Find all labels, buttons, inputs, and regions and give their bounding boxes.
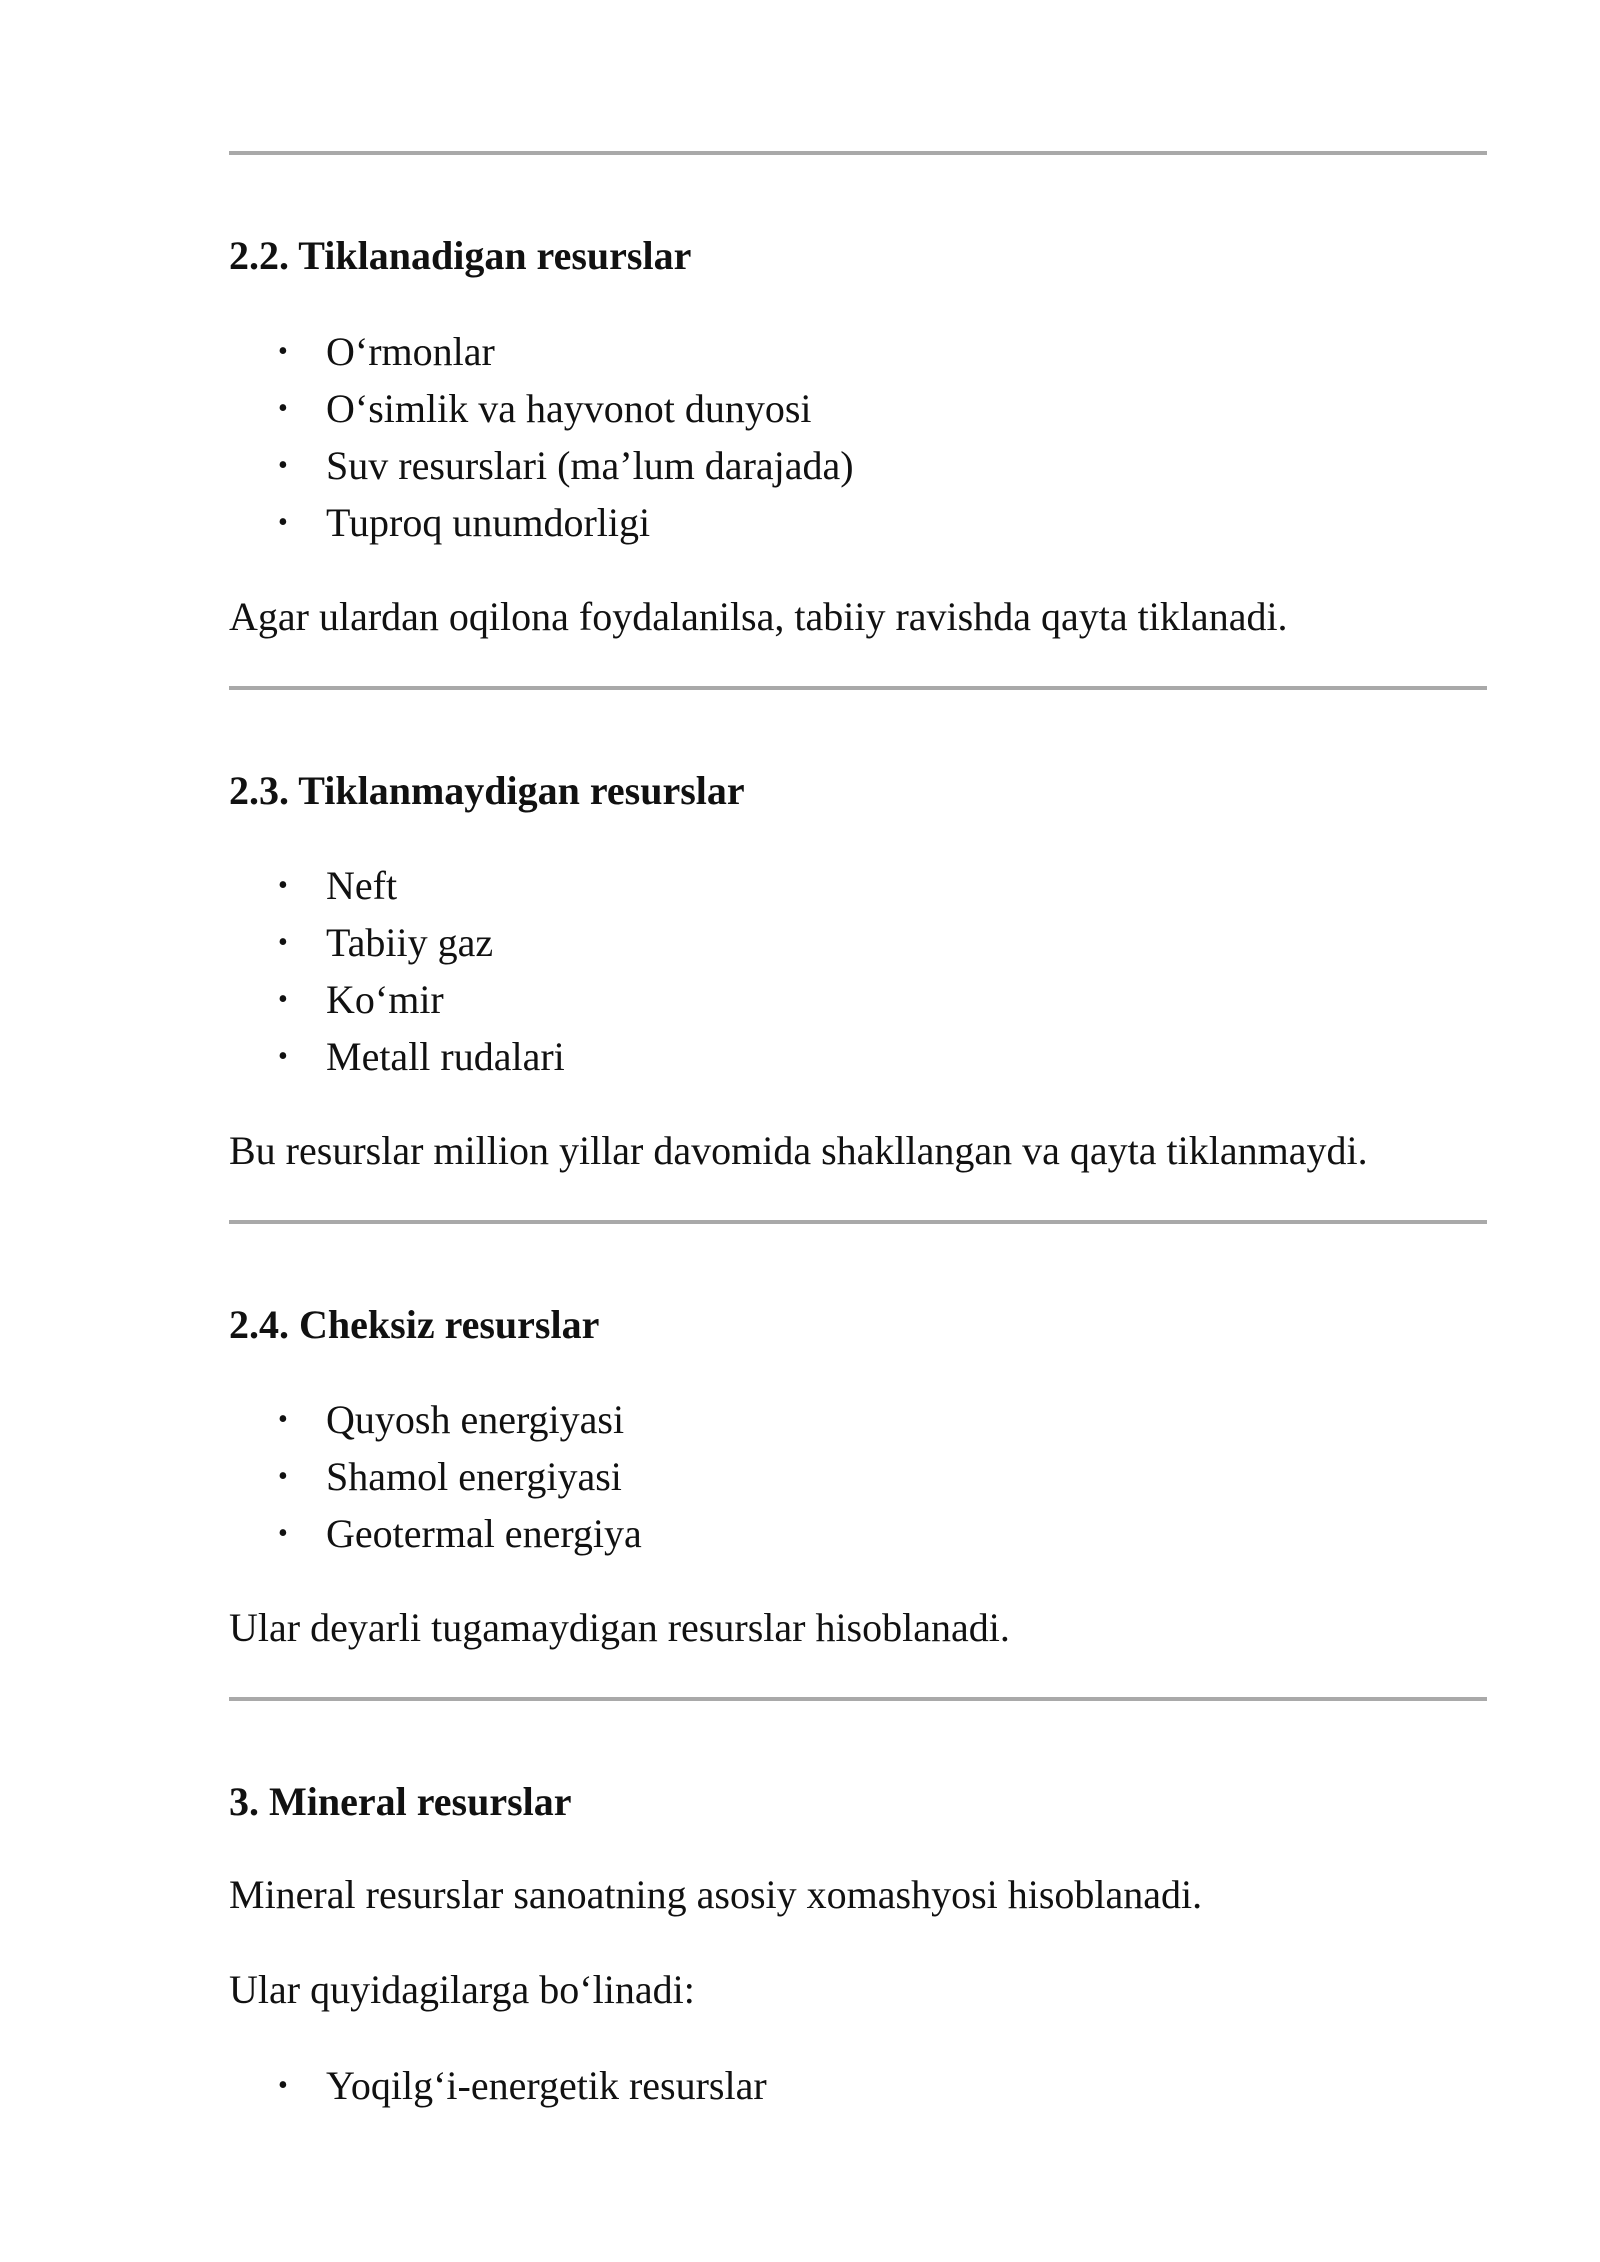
bullet-list [229,2057,767,2114]
list-item: • Metall rudalari [229,1028,565,1085]
bullet-icon: • [278,1404,288,1435]
list-item: • Tuproq unumdorligi [229,494,854,551]
divider [229,151,1487,155]
list-item: • Neft [229,857,565,914]
bullet-icon: • [278,336,288,367]
list-item: • Tabiiy gaz [229,914,565,971]
bullet-list [229,323,854,551]
bullet-icon: • [278,927,288,958]
bullet-icon: • [278,1461,288,1492]
list-item: • Shamol energiyasi [229,1448,642,1505]
section-heading: 2.3. Tiklanmaydigan resurslar [229,768,745,813]
list-item: • O‘simlik va hayvonot dunyosi [229,380,854,437]
section-heading: 2.2. Tiklanadigan resurslar [229,233,692,278]
divider [229,1697,1487,1701]
bullet-icon: • [278,984,288,1015]
bullet-icon: • [278,1518,288,1549]
section-note: Agar ulardan oqilona foydalanilsa, tabiiy ravishda qayta tiklanadi. [229,594,1288,639]
list-item: • Geotermal energiya [229,1505,642,1562]
bullet-list [229,857,565,1085]
section-paragraph: Ular quyidagilarga bo‘linadi: [229,1967,695,2012]
list-item: • O‘rmonlar [229,323,854,380]
list-item: • Quyosh energiyasi [229,1391,642,1448]
bullet-icon: • [278,450,288,481]
bullet-icon: • [278,507,288,538]
section-heading: 3. Mineral resurslar [229,1779,572,1824]
bullet-icon: • [278,393,288,424]
list-item: • Yoqilg‘i-energetik resurslar [229,2057,767,2114]
list-item: • Ko‘mir [229,971,565,1028]
section-note: Bu resurslar million yillar davomida shakllangan va qayta tiklanmaydi. [229,1128,1368,1173]
section-heading: 2.4. Cheksiz resurslar [229,1302,600,1347]
list-item: • Suv resurslari (ma’lum darajada) [229,437,854,494]
divider [229,686,1487,690]
bullet-icon: • [278,870,288,901]
section-paragraph: Mineral resurslar sanoatning asosiy xomashyosi hisoblanadi. [229,1872,1203,1917]
bullet-list [229,1391,642,1562]
bullet-icon: • [278,1041,288,1072]
bullet-icon: • [278,2070,288,2101]
divider [229,1220,1487,1224]
section-note: Ular deyarli tugamaydigan resurslar hisoblanadi. [229,1605,1010,1650]
